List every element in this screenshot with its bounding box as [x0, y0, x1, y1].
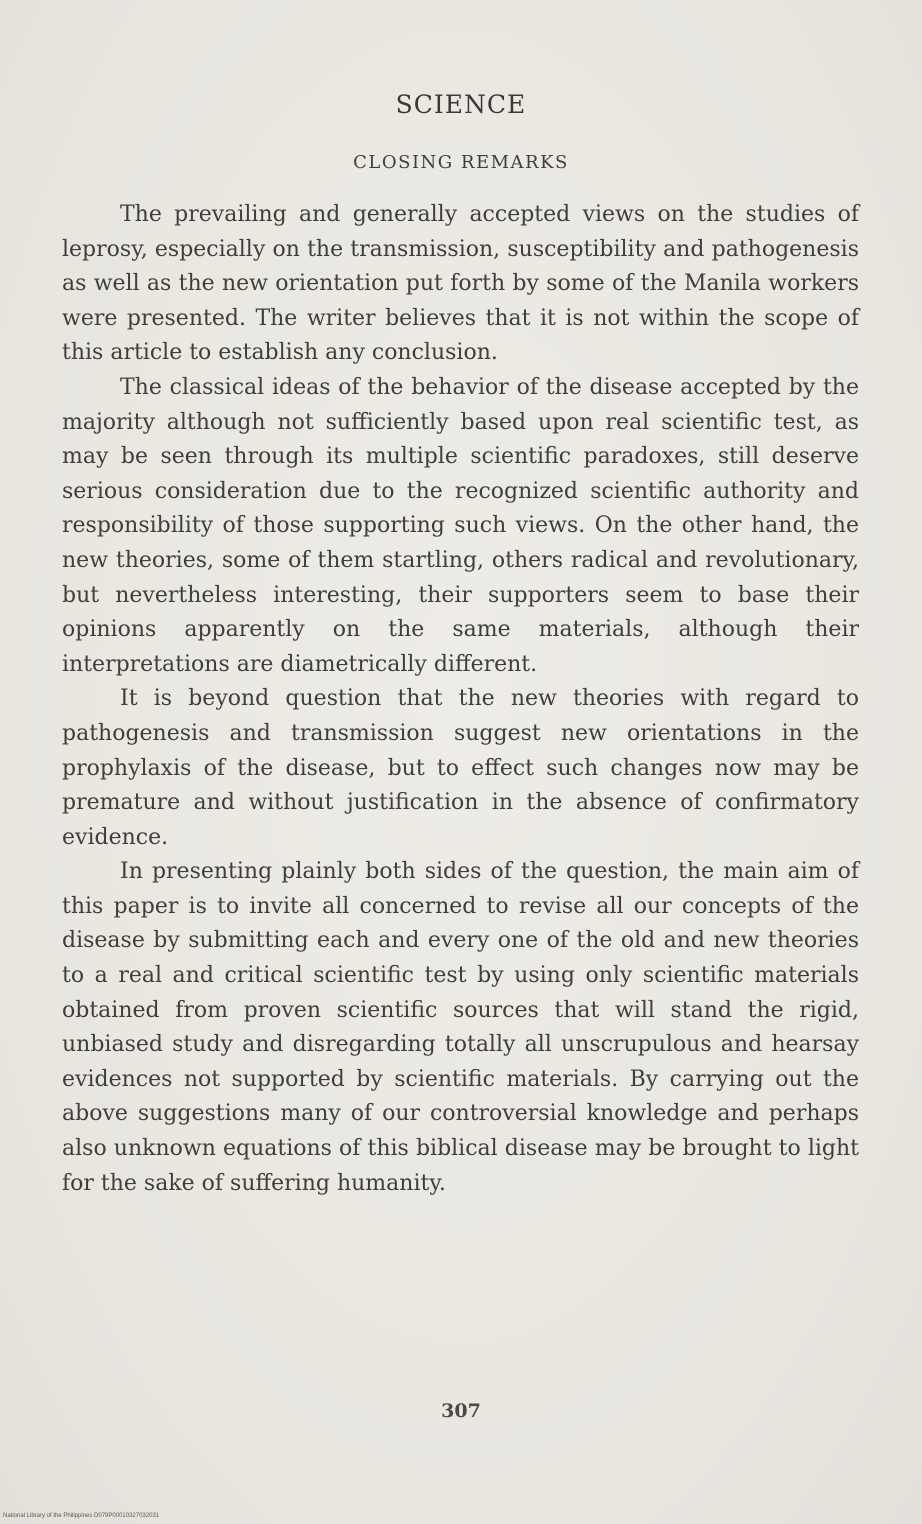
paragraph-4: In presenting plainly both sides of the question, the main aim of this paper is to invite all concerned to revise all our concepts of the disease by submitting each and every one of the old and new theories to a real and critical scientific test by using only scientific materials obtained from proven scientific sources that will stand the rigid, unbiased study and disregarding totally all unscrupulous and hearsay evidences not supported by scientific materials. By carrying out the above suggestions many of our controversial knowledge and perhaps also unknown equations of this biblical disease may be brought to light for the sake of suffering humanity.	[62, 859, 859, 1196]
page-number: 307	[441, 1400, 481, 1422]
paragraph-1: The prevailing and generally accepted views on the studies of leprosy, especially on the transmission, susceptibility and pathogenesis as well as the new orientation put forth by some of the Manila workers were presented. The writer believes that it is not within the scope of this article to establish any conclusion.	[62, 202, 859, 366]
body-text	[62, 198, 859, 1201]
running-head: SCIENCE	[395, 90, 527, 119]
paragraph-3: It is beyond question that the new theories with regard to pathogenesis and transmission suggest new orientations in the prophylaxis of the disease, but to effect such changes now may be premature and without justification in the absence of confirmatory evidence.	[62, 686, 859, 850]
archive-stamp: National Library of the Philippines D079P00010327032031	[3, 1513, 160, 1519]
paragraph-2: The classical ideas of the behavior of the disease accepted by the majority although not sufficiently based upon real scientific test, as may be seen through its multiple scientific paradoxes, still deserve serious consideration due to the recognized scientific authority and responsibility of those supporting such views. On the other hand, the new theories, some of them startling, others radical and revolutionary, but nevertheless interesting, their supporters seem to base their opinions apparently on the same materials, although their interpretations are diametrically different.	[62, 374, 859, 677]
section-title: CLOSING REMARKS	[353, 152, 569, 173]
